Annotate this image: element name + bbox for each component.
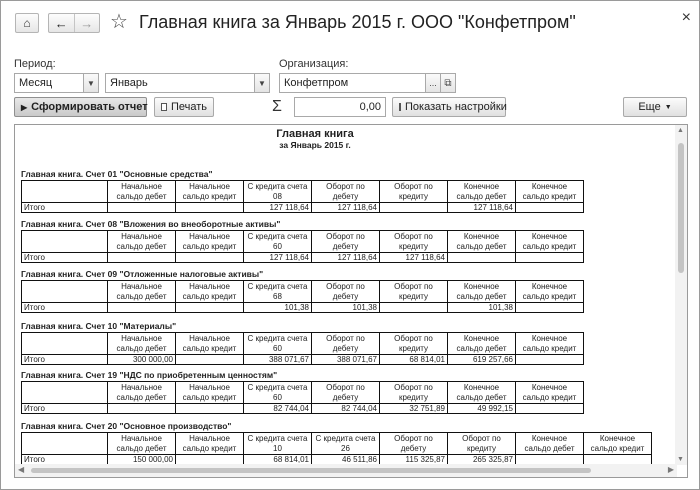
table-cell: 127 118,64 bbox=[312, 253, 380, 263]
show-settings-label: Показать настройки bbox=[405, 101, 507, 113]
account-table bbox=[21, 280, 584, 313]
horizontal-scrollbar[interactable] bbox=[15, 464, 677, 477]
section-title: Главная книга. Счет 01 "Основные средства" bbox=[21, 169, 213, 179]
column-header: Начальное сальдо дебет bbox=[108, 281, 176, 303]
table-cell bbox=[176, 455, 244, 465]
period-value-dropdown[interactable] bbox=[254, 73, 270, 93]
column-header: С кредита счета 08 bbox=[244, 181, 312, 203]
column-header: С кредита счета 60 bbox=[244, 333, 312, 355]
account-section bbox=[21, 421, 652, 465]
report-area[interactable] bbox=[14, 124, 688, 478]
table-cell bbox=[176, 355, 244, 365]
organization-label: Организация: bbox=[279, 58, 349, 70]
vertical-scroll-thumb[interactable] bbox=[678, 143, 684, 273]
table-row bbox=[22, 404, 584, 414]
table-cell bbox=[516, 303, 584, 313]
table-cell: 101,38 bbox=[448, 303, 516, 313]
table-cell bbox=[516, 253, 584, 263]
table-cell bbox=[516, 404, 584, 414]
column-header: Конечное сальдо кредит bbox=[516, 231, 584, 253]
header-cell-empty bbox=[22, 231, 108, 253]
table-cell: 388 071,67 bbox=[244, 355, 312, 365]
column-header: Начальное сальдо кредит bbox=[176, 231, 244, 253]
column-header: Конечное сальдо дебет bbox=[448, 281, 516, 303]
table-cell: 101,38 bbox=[244, 303, 312, 313]
account-table bbox=[21, 332, 584, 365]
account-section bbox=[21, 169, 584, 213]
window-title: Главная книга за Январь 2015 г. ООО "Конфетпром" bbox=[139, 12, 576, 32]
column-header: Оборот по кредиту bbox=[380, 333, 448, 355]
column-header: Оборот по дебету bbox=[312, 281, 380, 303]
back-button[interactable]: ← bbox=[54, 15, 68, 31]
table-cell: 127 118,64 bbox=[312, 203, 380, 213]
scroll-down-icon[interactable]: ▼ bbox=[677, 456, 684, 463]
table-cell: 68 814,01 bbox=[380, 355, 448, 365]
table-cell: 82 744,04 bbox=[244, 404, 312, 414]
table-cell bbox=[108, 303, 176, 313]
table-cell bbox=[380, 303, 448, 313]
column-header: Конечное сальдо кредит bbox=[516, 382, 584, 404]
account-table bbox=[21, 381, 584, 414]
column-header: Конечное сальдо дебет bbox=[448, 333, 516, 355]
navigation-buttons bbox=[48, 13, 100, 33]
table-cell: 68 814,01 bbox=[244, 455, 312, 465]
generate-report-label: Сформировать отчет bbox=[31, 101, 148, 113]
column-header: Начальное сальдо кредит bbox=[176, 281, 244, 303]
table-row bbox=[22, 355, 584, 365]
period-type-dropdown[interactable] bbox=[83, 73, 99, 93]
total-label: Итого bbox=[22, 203, 108, 213]
column-header: Начальное сальдо кредит bbox=[176, 333, 244, 355]
horizontal-scroll-thumb[interactable] bbox=[31, 468, 591, 473]
section-title: Главная книга. Счет 09 "Отложенные налоговые активы" bbox=[21, 269, 264, 279]
table-cell: 388 071,67 bbox=[312, 355, 380, 365]
table-row bbox=[22, 203, 584, 213]
table-row bbox=[22, 455, 652, 465]
vertical-scrollbar[interactable] bbox=[675, 125, 687, 465]
column-header: Начальное сальдо дебет bbox=[108, 382, 176, 404]
show-settings-button[interactable] bbox=[392, 97, 506, 117]
chevron-down-icon: ▼ bbox=[87, 78, 95, 88]
section-title: Главная книга. Счет 20 "Основное производство" bbox=[21, 421, 232, 431]
table-cell: 49 992,15 bbox=[448, 404, 516, 414]
column-header: Начальное сальдо дебет bbox=[108, 181, 176, 203]
organization-select-button[interactable] bbox=[425, 73, 441, 93]
header-cell-empty bbox=[22, 433, 108, 455]
column-header: Оборот по кредиту bbox=[380, 281, 448, 303]
table-cell: 46 511,86 bbox=[312, 455, 380, 465]
scroll-up-icon[interactable]: ▲ bbox=[677, 127, 684, 134]
home-icon: ⌂ bbox=[23, 16, 31, 30]
column-header: С кредита счета 68 bbox=[244, 281, 312, 303]
column-header: Конечное сальдо дебет bbox=[448, 382, 516, 404]
report-subtitle: за Январь 2015 г. bbox=[279, 140, 351, 150]
column-header: Конечное сальдо кредит bbox=[584, 433, 652, 455]
header-cell-empty bbox=[22, 281, 108, 303]
column-header: Начальное сальдо дебет bbox=[108, 433, 176, 455]
table-cell bbox=[108, 404, 176, 414]
header-cell-empty bbox=[22, 382, 108, 404]
table-cell: 127 118,64 bbox=[244, 203, 312, 213]
column-header: С кредита счета 60 bbox=[244, 382, 312, 404]
period-value-field[interactable]: Январь bbox=[105, 73, 255, 93]
account-section bbox=[21, 321, 584, 365]
generate-report-button[interactable] bbox=[14, 97, 147, 117]
column-header: Начальное сальдо кредит bbox=[176, 181, 244, 203]
total-label: Итого bbox=[22, 404, 108, 414]
column-header: Конечное сальдо дебет bbox=[448, 181, 516, 203]
account-section bbox=[21, 269, 584, 313]
organization-field[interactable]: Конфетпром bbox=[279, 73, 426, 93]
table-cell bbox=[108, 203, 176, 213]
column-header: Начальное сальдо кредит bbox=[176, 433, 244, 455]
table-cell bbox=[176, 303, 244, 313]
header-cell-empty bbox=[22, 333, 108, 355]
column-header: Оборот по дебету bbox=[312, 181, 380, 203]
play-icon: ▶ bbox=[21, 102, 28, 112]
total-label: Итого bbox=[22, 455, 108, 465]
account-table bbox=[21, 180, 584, 213]
column-header: С кредита счета 60 bbox=[244, 231, 312, 253]
total-label: Итого bbox=[22, 355, 108, 365]
account-section bbox=[21, 219, 584, 263]
table-cell: 32 751,89 bbox=[380, 404, 448, 414]
title-bar bbox=[1, 1, 699, 45]
scroll-right-icon[interactable]: ▶ bbox=[667, 465, 674, 474]
total-label: Итого bbox=[22, 253, 108, 263]
forward-button[interactable]: → bbox=[74, 14, 100, 32]
account-table bbox=[21, 432, 652, 465]
table-row bbox=[22, 303, 584, 313]
more-button[interactable] bbox=[623, 97, 687, 117]
column-header: Конечное сальдо кредит bbox=[516, 181, 584, 203]
column-header: Оборот по дебету bbox=[312, 382, 380, 404]
total-label: Итого bbox=[22, 303, 108, 313]
table-cell bbox=[516, 455, 584, 465]
column-header: Начальное сальдо кредит bbox=[176, 382, 244, 404]
table-cell: 82 744,04 bbox=[312, 404, 380, 414]
print-label: Печать bbox=[170, 101, 207, 113]
organization-open-button[interactable] bbox=[440, 73, 456, 93]
table-cell bbox=[584, 455, 652, 465]
table-cell bbox=[108, 253, 176, 263]
more-label: Еще bbox=[638, 101, 661, 113]
table-cell bbox=[176, 253, 244, 263]
chevron-down-icon: ▼ bbox=[258, 78, 266, 88]
favorite-star-icon[interactable]: ☆ bbox=[110, 11, 128, 33]
section-title: Главная книга. Счет 10 "Материалы" bbox=[21, 321, 177, 331]
table-cell: 150 000,00 bbox=[108, 455, 176, 465]
column-header: С кредита счета 10 bbox=[244, 433, 312, 455]
column-header: Оборот по дебету bbox=[312, 333, 380, 355]
period-type-field[interactable]: Месяц bbox=[14, 73, 84, 93]
table-cell: 127 118,64 bbox=[380, 253, 448, 263]
table-cell bbox=[448, 253, 516, 263]
close-button[interactable]: × bbox=[681, 9, 691, 26]
table-cell bbox=[516, 355, 584, 365]
header-cell-empty bbox=[22, 181, 108, 203]
column-header: С кредита счета 26 bbox=[312, 433, 380, 455]
column-header: Оборот по кредиту bbox=[380, 231, 448, 253]
period-label: Период: bbox=[14, 58, 56, 70]
column-header: Конечное сальдо кредит bbox=[516, 333, 584, 355]
open-link-icon: ⧉ bbox=[444, 77, 452, 89]
account-table bbox=[21, 230, 584, 263]
table-cell: 265 325,87 bbox=[448, 455, 516, 465]
print-button[interactable] bbox=[154, 97, 214, 117]
column-header: Оборот по дебету bbox=[312, 231, 380, 253]
table-cell: 127 118,64 bbox=[244, 253, 312, 263]
ellipsis-icon: ... bbox=[429, 78, 437, 88]
table-cell bbox=[380, 203, 448, 213]
table-cell: 300 000,00 bbox=[108, 355, 176, 365]
table-cell: 127 118,64 bbox=[448, 203, 516, 213]
printer-icon bbox=[161, 103, 167, 111]
scroll-left-icon[interactable]: ◀ bbox=[18, 465, 25, 474]
section-title: Главная книга. Счет 19 "НДС по приобретенным ценностям" bbox=[21, 370, 278, 380]
table-cell bbox=[176, 203, 244, 213]
chevron-down-icon: ▼ bbox=[664, 103, 672, 111]
table-cell: 115 325,87 bbox=[380, 455, 448, 465]
column-header: Оборот по кредиту bbox=[380, 181, 448, 203]
column-header: Конечное сальдо дебет bbox=[448, 231, 516, 253]
report-title: Главная книга bbox=[276, 128, 354, 140]
table-cell: 619 257,66 bbox=[448, 355, 516, 365]
column-header: Начальное сальдо дебет bbox=[108, 333, 176, 355]
column-header: Оборот по кредиту bbox=[448, 433, 516, 455]
sum-field: 0,00 bbox=[294, 97, 386, 117]
column-header: Конечное сальдо кредит bbox=[516, 281, 584, 303]
table-cell bbox=[516, 203, 584, 213]
column-header: Конечное сальдо дебет bbox=[516, 433, 584, 455]
table-cell bbox=[176, 404, 244, 414]
section-title: Главная книга. Счет 08 "Вложения во внеоборотные активы" bbox=[21, 219, 281, 229]
column-header: Начальное сальдо дебет bbox=[108, 231, 176, 253]
settings-icon bbox=[399, 103, 401, 111]
home-button[interactable] bbox=[15, 13, 39, 33]
column-header: Оборот по кредиту bbox=[380, 382, 448, 404]
account-section bbox=[21, 370, 584, 414]
table-row bbox=[22, 253, 584, 263]
sum-icon: Σ bbox=[272, 98, 282, 115]
column-header: Оборот по дебету bbox=[380, 433, 448, 455]
table-cell: 101,38 bbox=[312, 303, 380, 313]
